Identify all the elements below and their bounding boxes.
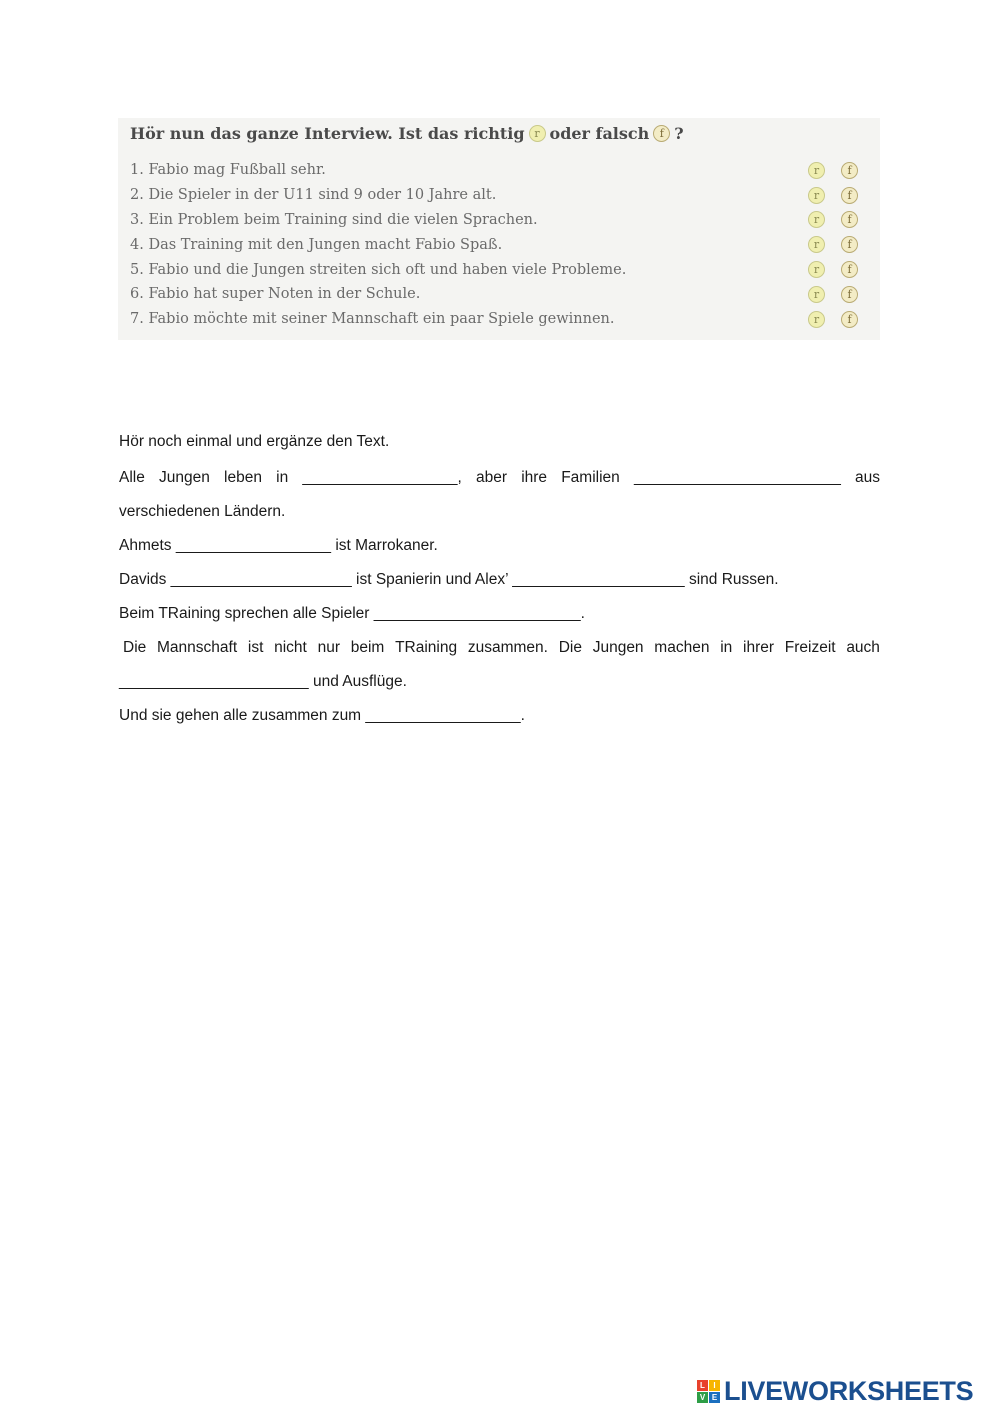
word: ihrer bbox=[743, 639, 775, 656]
blank: __________________, bbox=[302, 469, 462, 486]
statement-3 bbox=[130, 208, 870, 233]
title-part1: Hör nun das ganze Interview. Ist das richtig bbox=[130, 124, 525, 143]
word: in bbox=[720, 639, 733, 656]
richtig-option-icon: r bbox=[808, 286, 825, 303]
instruction: Hör noch einmal und ergänze den Text. bbox=[119, 433, 390, 450]
word: Mannschaft bbox=[157, 639, 238, 656]
word: beim bbox=[350, 639, 385, 656]
statement-1 bbox=[130, 158, 870, 183]
richtig-option-icon: r bbox=[808, 187, 825, 204]
word: Die bbox=[123, 639, 147, 656]
falsch-symbol-icon: f bbox=[653, 125, 670, 142]
falsch-option-icon: f bbox=[841, 162, 858, 179]
richtig-option-icon: r bbox=[808, 236, 825, 253]
word: ihre bbox=[521, 469, 548, 486]
statement-text: 7. Fabio möchte mit seiner Mannschaft ein paar Spiele gewinnen. bbox=[130, 311, 615, 328]
title-end: ? bbox=[674, 124, 684, 143]
word: aus bbox=[854, 469, 880, 486]
cloze-line-6-text bbox=[119, 636, 880, 660]
word: nur bbox=[317, 639, 340, 656]
word: auch bbox=[846, 639, 880, 656]
word: Die bbox=[558, 639, 582, 656]
statement-2 bbox=[130, 183, 870, 208]
richtig-symbol-icon: r bbox=[529, 125, 546, 142]
liveworksheets-logo bbox=[697, 1376, 973, 1407]
word: TRaining bbox=[395, 639, 458, 656]
falsch-option-icon: f bbox=[841, 311, 858, 328]
word: nicht bbox=[274, 639, 307, 656]
falsch-option-icon: f bbox=[841, 187, 858, 204]
logo-mark-icon: L I V E bbox=[697, 1380, 720, 1403]
statement-text: 3. Ein Problem beim Training sind die vielen Sprachen. bbox=[130, 211, 538, 228]
falsch-option-icon: f bbox=[841, 261, 858, 278]
falsch-option-icon: f bbox=[841, 236, 858, 253]
cloze-line-3: Ahmets __________________ ist Marrokaner. bbox=[119, 537, 438, 554]
logo-text: LIVEWORKSHEETS bbox=[724, 1376, 974, 1406]
richtig-option-icon: r bbox=[808, 261, 825, 278]
exercise-image bbox=[118, 118, 880, 340]
richtig-option-icon: r bbox=[808, 211, 825, 228]
cloze-line-5: Beim TRaining sprechen alle Spieler ________________________. bbox=[119, 605, 585, 622]
statement-7 bbox=[130, 307, 870, 332]
word: Familien bbox=[561, 469, 620, 486]
statement-text: 5. Fabio und die Jungen streiten sich oft und haben viele Probleme. bbox=[130, 261, 627, 278]
statement-4 bbox=[130, 232, 870, 257]
cloze-line-1 bbox=[119, 466, 880, 500]
falsch-option-icon: f bbox=[841, 286, 858, 303]
cloze-line-2: verschiedenen Ländern. bbox=[119, 503, 286, 520]
title-part2: oder falsch bbox=[549, 124, 650, 143]
blank: ________________________ bbox=[633, 469, 841, 486]
exercise-title bbox=[130, 124, 684, 143]
word: machen bbox=[654, 639, 710, 656]
word: Freizeit bbox=[784, 639, 836, 656]
word: zusammen. bbox=[467, 639, 548, 656]
falsch-option-icon: f bbox=[841, 211, 858, 228]
cloze-line-6 bbox=[119, 636, 880, 670]
cloze-text bbox=[119, 430, 880, 738]
word: in bbox=[276, 469, 289, 486]
richtig-option-icon: r bbox=[808, 311, 825, 328]
word: leben bbox=[224, 469, 262, 486]
word: Alle bbox=[119, 469, 145, 486]
word: Jungen bbox=[592, 639, 644, 656]
statement-text: 2. Die Spieler in der U11 sind 9 oder 10 Jahre alt. bbox=[130, 187, 497, 204]
word: aber bbox=[476, 469, 508, 486]
cloze-line-8: Und sie gehen alle zusammen zum __________________. bbox=[119, 707, 525, 724]
statement-6 bbox=[130, 282, 870, 307]
richtig-option-icon: r bbox=[808, 162, 825, 179]
statement-list bbox=[130, 158, 870, 332]
statement-text: 6. Fabio hat super Noten in der Schule. bbox=[130, 286, 421, 303]
cloze-line-7: ______________________ und Ausflüge. bbox=[119, 673, 407, 690]
statement-text: 1. Fabio mag Fußball sehr. bbox=[130, 162, 326, 179]
word: Jungen bbox=[159, 469, 210, 486]
statement-text: 4. Das Training mit den Jungen macht Fabio Spaß. bbox=[130, 236, 503, 253]
word: ist bbox=[247, 639, 264, 656]
cloze-line-4: Davids _____________________ ist Spanierin und Alex’ ____________________ sind Russen. bbox=[119, 571, 779, 588]
statement-5 bbox=[130, 257, 870, 282]
